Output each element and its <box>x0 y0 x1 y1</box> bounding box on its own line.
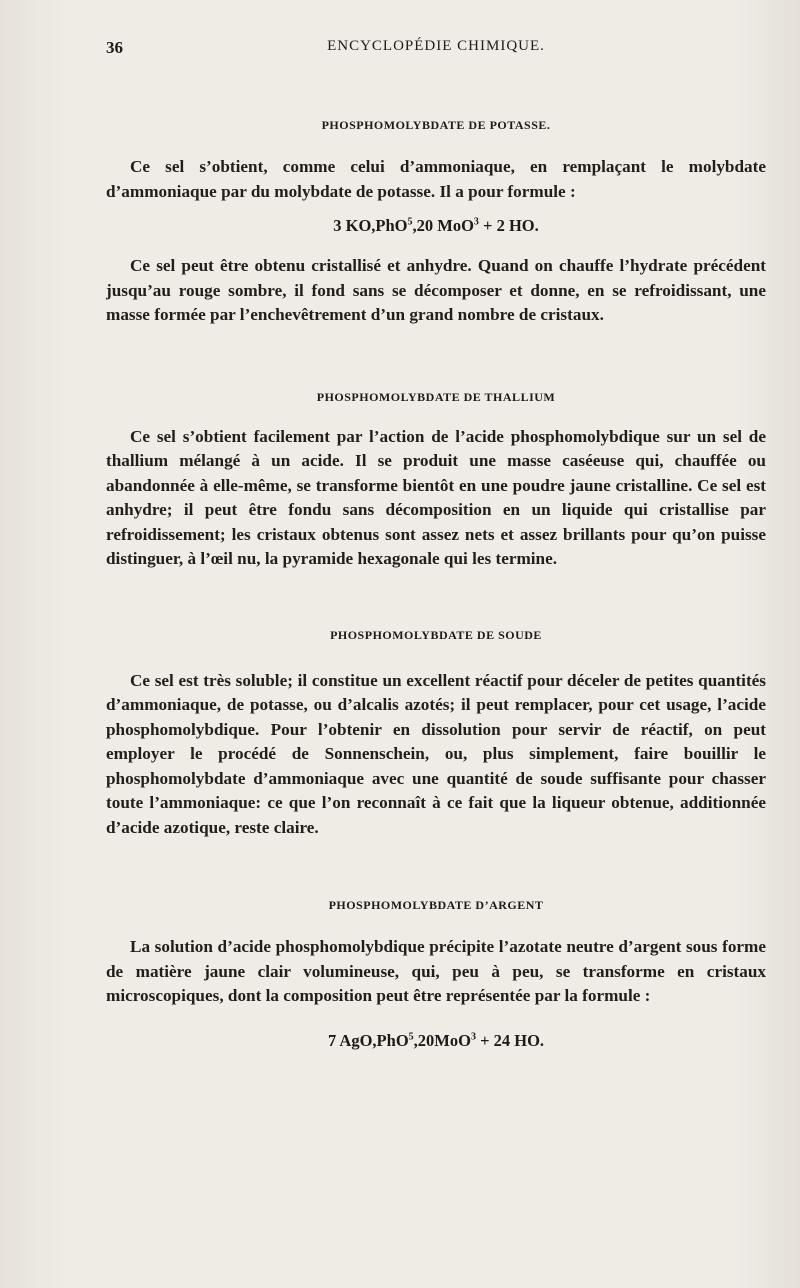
paragraph-thallium: Ce sel s’obtient facilement par l’action de l’acide phosphomolybdique sur un sel de thallium mélangé à un acide. Il se produit une masse caséeuse qui, chauffée ou abandonnée à elle-même, se transforme bientôt en une poudre jaune cristalline. Ce sel est anhydre; il peut être fondu sans décomposition en un liquide qui cristallise par refroidissement; les cristaux obtenus sont assez nets et assez brillants pour qu’on puisse distinguer, à l’œil nu, la pyramide hexagonale qui les termine. <box>106 426 766 568</box>
formula-part: + 2 HO. <box>478 216 539 235</box>
formula-part: ,20 MoO <box>412 216 474 235</box>
paragraph-argent: La solution d’acide phosphomolybdique précipite l’azotate neutre d’argent sous forme de matière jaune clair volumineuse, qui, peu à peu, se transforme en cristaux microscopiques, dont la composition peut être représentée par la formule : <box>106 937 766 1005</box>
section-heading-thallium: PHOSPHOMOLYBDATE DE THALLIUM <box>316 389 556 404</box>
page-body <box>106 110 766 1051</box>
formula-part: ,20MoO <box>413 1030 471 1050</box>
formula-argent <box>106 1031 766 1051</box>
running-title: ENCYCLOPÉDIE CHIMIQUE. <box>327 38 545 54</box>
section-heading-argent: PHOSPHOMOLYBDATE D’ARGENT <box>328 898 544 912</box>
paragraph-potasse-anhydre: Ce sel peut être obtenu cristallisé et anhydre. Quand on chauffe l’hydrate précédent jusqu’au rouge sombre, il fond sans se décomposer et donne, en se refroidissant, une masse formée par l’enchevêtrement d’un grand nombre de cristaux. <box>106 256 766 324</box>
section-heading-soude: PHOSPHOMOLYBDATE DE SOUDE <box>330 627 542 642</box>
page-number: 36 <box>106 38 123 57</box>
formula-superscript: 3 <box>473 216 479 228</box>
formula-part: 3 KO,PhO <box>333 216 408 235</box>
formula-superscript: 3 <box>470 1031 476 1042</box>
formula-superscript: 5 <box>407 216 413 228</box>
formula-part: 7 AgO,PhO <box>327 1030 409 1050</box>
formula-part: + 24 HO. <box>475 1030 545 1050</box>
paragraph-potasse-intro: Ce sel s’obtient, comme celui d’ammoniaque, en remplaçant le molybdate d’ammoniaque par du molybdate de potasse. Il a pour formule : <box>106 157 766 201</box>
page-header <box>106 38 766 58</box>
section-heading-potasse: PHOSPHOMOLYBDATE DE POTASSE. <box>321 118 551 132</box>
formula-potasse <box>106 216 766 236</box>
paragraph-soude: Ce sel est très soluble; il constitue un excellent réactif pour déceler de petites quantités d’ammoniaque, de potasse, ou d’alcalis azotés; il peut remplacer, pour cet usage, l’acide phosphomolybdique. Pour l’obtenir en dissolution pour servir de réactif, on peut employer le procédé de Sonnenschein, ou, plus simplement, faire bouillir le phosphomolybdate d’ammoniaque avec une quantité de soude suffisante pour chasser toute l’ammoniaque: ce que l’on reconnaît à ce fait que la liqueur obtenue, additionnée d’acide azotique, reste claire. <box>106 670 766 837</box>
formula-superscript: 5 <box>408 1031 414 1042</box>
